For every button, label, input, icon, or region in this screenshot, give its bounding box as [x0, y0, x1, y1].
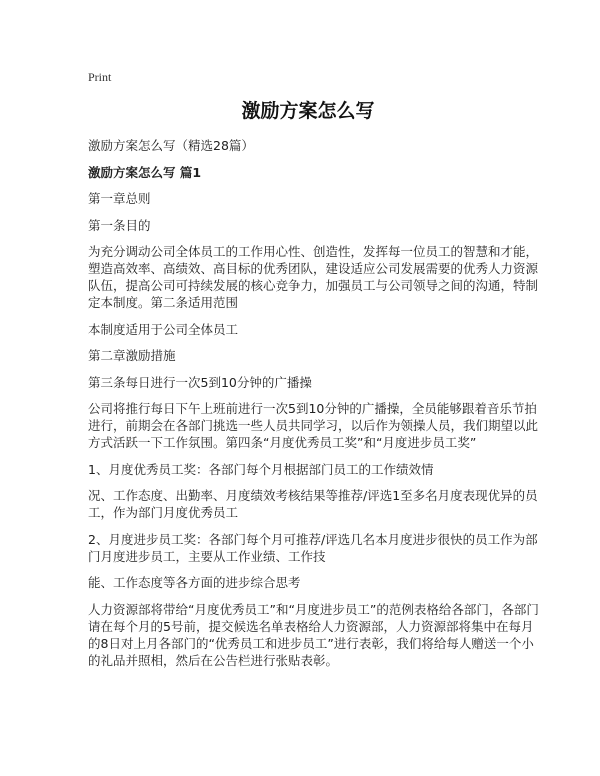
text-line: 第一章总则 [88, 191, 151, 206]
text-line: 第一条目的 [88, 217, 151, 233]
text-line: 2、月度进步员工奖：各部门每个月可推荐/评选几名本月度进步很快的员工作为部 [88, 531, 538, 547]
text-line: 人力资源部将带给“月度优秀员工”和“月度进步员工”的范例表格给各部门，各部门 [88, 601, 539, 617]
text-line: 第三条每日进行一次5到10分钟的广播操 [88, 374, 312, 390]
paragraph [88, 574, 528, 591]
paragraph [88, 190, 528, 207]
text-line: 的8日对上月各部门的“优秀员工和进步员工”进行表彰，我们将给每人赠送一个小 [88, 635, 534, 651]
text-line: 公司将推行每日下午上班前进行一次5到10分钟的广播操，全员能够跟着音乐节拍 [88, 401, 537, 416]
text-line: 塑造高效率、高绩效、高目标的优秀团队，建设适应公司发展需要的优秀人力资源 [88, 261, 539, 276]
text-line: 队伍，提高公司可持续发展的核心竞争力，加强员工与公司领导之间的沟通，特制 [88, 278, 539, 293]
paragraph [88, 601, 539, 669]
paragraph [88, 347, 528, 364]
paragraph [88, 531, 538, 565]
text-line: 1、月度优秀员工奖：各部门每个月根据部门员工的工作绩效情 [88, 461, 434, 477]
text-line: 本制度适用于公司全体员工 [88, 321, 239, 337]
paragraph [88, 374, 528, 391]
paragraph [88, 461, 528, 478]
text-line: 进行，前期会在各部门挑选一些人员共同学习，以后作为领操人员，我们期望以此 [88, 418, 539, 433]
document-body [88, 190, 539, 669]
text-line: 工，作为部门月度优秀员工 [88, 505, 239, 520]
text-line: 请在每个月的5号前，提交候选名单表格给人力资源部，人力资源部将集中在每月 [88, 618, 534, 634]
document-page [88, 70, 539, 678]
text-line: 定本制度。第二条适用范围 [88, 295, 239, 310]
subtitle: 激励方案怎么写（精选28篇） [88, 138, 254, 153]
text-line: 的礼品并照相，然后在公告栏进行张贴表彰。 [88, 652, 339, 668]
paragraph [88, 243, 539, 311]
print-label: Print [88, 70, 112, 84]
section-heading: 激励方案怎么写 篇1 [88, 164, 202, 180]
paragraph [88, 321, 528, 338]
document-title: 激励方案怎么写 [241, 100, 375, 122]
text-line: 况、工作态度、出勤率、月度绩效考核结果等推荐/评选1至多名月度表现优异的员 [88, 488, 538, 503]
paragraph [88, 487, 538, 521]
text-line: 方式活跃一下工作氛围。第四条“月度优秀员工奖”和“月度进步员工奖” [88, 435, 477, 450]
text-line: 能、工作态度等各方面的进步综合思考 [88, 575, 301, 590]
paragraph [88, 400, 539, 451]
text-line: 门月度进步员工，主要从工作业绩、工作技 [88, 548, 326, 564]
text-line: 为充分调动公司全体员工的工作用心性、创造性，发挥每一位员工的智慧和才能， [88, 244, 539, 259]
paragraph [88, 217, 528, 234]
text-line: 第二章激励措施 [88, 348, 176, 363]
